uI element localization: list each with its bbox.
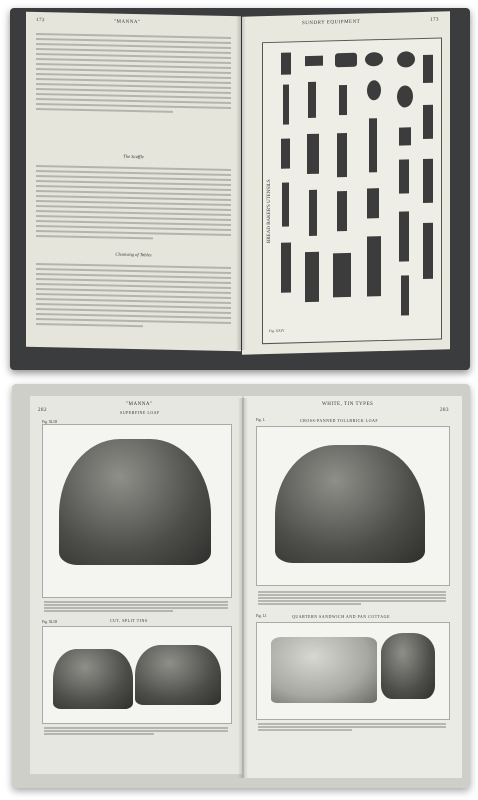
loaf-image (59, 439, 211, 565)
brush-icon (423, 223, 433, 279)
running-header: SUNDRY EQUIPMENT (302, 19, 361, 27)
scraper-icon (281, 138, 290, 168)
knife-icon (283, 84, 289, 124)
brush-icon (309, 190, 317, 236)
peel-icon (281, 52, 291, 74)
page-number: 283 (440, 408, 449, 413)
loaf-image (53, 649, 133, 709)
loaf-image (135, 645, 221, 705)
figure-label: Fig. XLIII (42, 420, 57, 424)
loaf-image (381, 633, 435, 699)
page-number: 282 (38, 408, 47, 413)
caption-text (258, 722, 446, 732)
broom-icon (305, 252, 319, 302)
caption-text (44, 726, 228, 736)
tin-icon (397, 51, 415, 67)
caption-text (258, 590, 446, 606)
tin-icon (365, 52, 383, 66)
figure-label: Fig. XXIV (269, 328, 285, 334)
loaf-image (275, 445, 425, 563)
tin-icon (305, 56, 323, 66)
book-gutter (238, 398, 248, 778)
brush-icon (281, 242, 291, 292)
scraper-icon (367, 188, 379, 218)
thermometer-icon (401, 275, 409, 315)
plate-title: CUT, SPLIT TINS (110, 618, 148, 623)
loaf-photo (256, 622, 450, 720)
plate-title: QUARTERN SANDWICH AND PAN COTTAGE (292, 614, 391, 619)
bottom-left-page (30, 396, 242, 774)
sieve-icon (367, 80, 381, 100)
thermometer-icon (339, 85, 347, 115)
bottom-right-page (244, 396, 462, 778)
page-number: 172 (36, 17, 45, 24)
tin-icon (397, 85, 413, 107)
body-text-block (36, 260, 231, 332)
loaf-photo (42, 626, 232, 724)
knife-icon (423, 105, 433, 139)
plate-title: BREAD BAKER'S UTENSILS (267, 179, 272, 244)
running-header: WHITE, TIN TYPES (322, 402, 374, 407)
section-heading: Cleansing of Tables (115, 251, 152, 258)
scoop-icon (423, 55, 433, 83)
loaf-image (271, 637, 377, 703)
top-right-page (242, 11, 450, 354)
utensils-plate (262, 37, 442, 344)
brush-icon (367, 236, 381, 296)
top-left-page (26, 12, 241, 352)
brush-icon (282, 182, 289, 226)
figure-label: Fig. XLIII (42, 620, 57, 624)
knife-icon (308, 82, 316, 118)
plate-title: CROSS-PANNED TOLLBRICK LOAF (300, 418, 379, 423)
brush-icon (423, 159, 433, 203)
loaf-photo (256, 426, 450, 586)
book-gutter (236, 16, 246, 350)
knife-icon (369, 118, 377, 172)
running-header: "MANNA" (114, 19, 141, 26)
brush-icon (337, 191, 347, 231)
body-text-block (36, 162, 231, 244)
hook-icon (399, 127, 411, 145)
running-header: "MANNA" (126, 402, 153, 407)
brush-icon (399, 211, 409, 261)
figure-label: Fig. LI (256, 614, 266, 618)
body-text-block (36, 30, 231, 117)
scraper-icon (399, 159, 409, 193)
knife-icon (337, 133, 347, 177)
scale-icon (335, 53, 357, 68)
section-heading: The Scuffle (123, 153, 144, 160)
loaf-photo (42, 424, 232, 598)
page-number: 173 (430, 17, 439, 23)
caption-text (44, 600, 228, 613)
plate-subheader: SUPERFINE LOAF (120, 410, 160, 415)
figure-label: Fig. L (256, 418, 265, 422)
broom-icon (333, 253, 351, 297)
scraper-icon (307, 134, 319, 174)
